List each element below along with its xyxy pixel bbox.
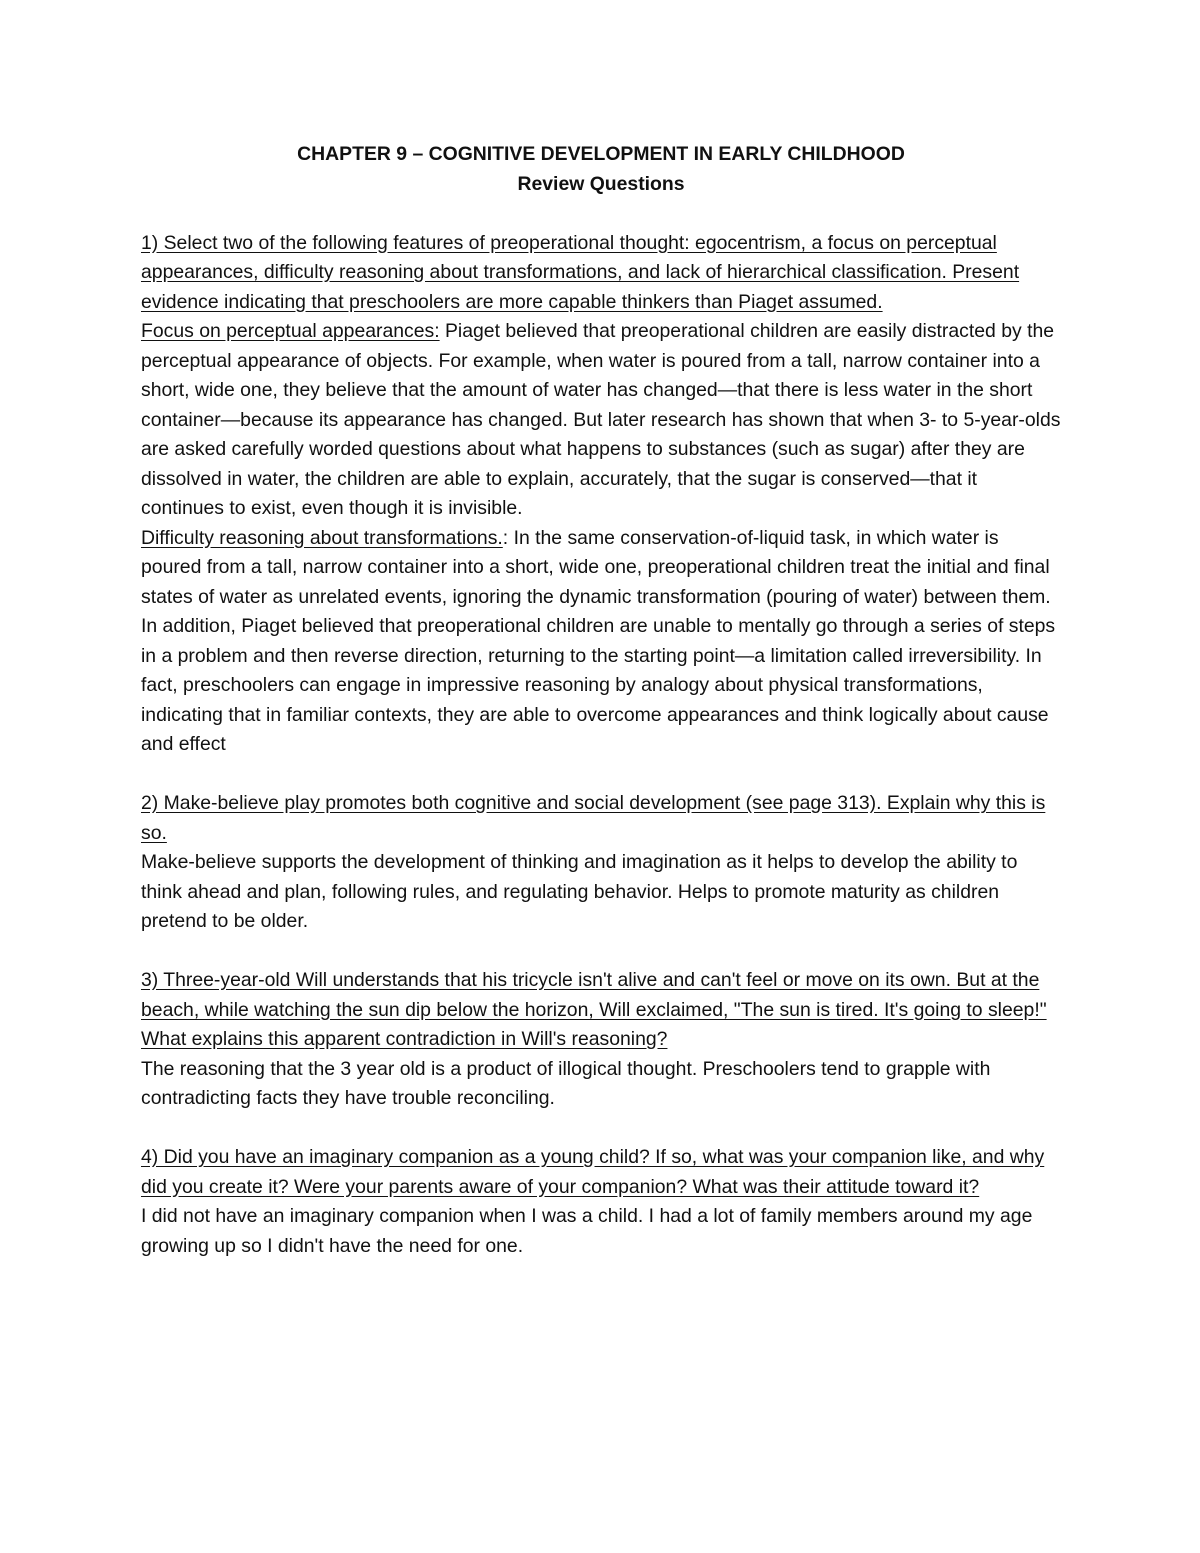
paragraph-gap xyxy=(141,1114,1061,1144)
answer-4: I did not have an imaginary companion when I was a child. I had a lot of family members around my age growing up so I didn't have the need for one. xyxy=(141,1205,1033,1257)
answer-1-part-1-text: Piaget believed that preoperational children are easily distracted by the perceptual appearance of objects. For example, when water is poured from a tall, narrow container into a short, wide one, they believe that the amount of water has changed—that there is less water in the short container—because its appearance has changed. But later research has shown that when 3- to 5-year-olds are asked carefully worded questions about what happens to substances (such as sugar) after they are dissolved in water, the children are able to explain, accurately, that the sugar is conserved—that it continues to exist, even though it is invisible. xyxy=(141,320,1061,519)
answer-1-part-2-label: Difficulty reasoning about transformations. xyxy=(141,526,503,549)
question-1: 1) Select two of the following features of preoperational thought: egocentrism, a focus on perceptual appearances, difficulty reasoning about transformations, and lack of hierarchical classification. Present evidence indicating that preschoolers are more capable thinkers than Piaget assumed. xyxy=(141,231,1020,313)
paragraph-gap xyxy=(141,760,1061,790)
answer-1-part-2-text: : In the same conservation-of-liquid task, in which water is poured from a tall, narrow container into a short, wide one, preoperational children treat the initial and final states of water as unrelated events, ignoring the dynamic transformation (pouring of water) between them. In addition, Piaget believed that preoperational children are unable to mentally go through a series of steps in a problem and then reverse direction, returning to the starting point—a limitation called irreversibility. In fact, preschoolers can engage in impressive reasoning by analogy about physical transformations, indicating that in familiar contexts, they are able to overcome appearances and think logically about cause and effect xyxy=(141,526,1056,755)
paragraph-gap xyxy=(141,937,1061,967)
answer-2: Make-believe supports the development of thinking and imagination as it helps to develop the ability to think ahead and plan, following rules, and regulating behavior. Helps to promote maturity as children pretend to be older. xyxy=(141,851,1018,932)
question-4: 4) Did you have an imaginary companion as a young child? If so, what was your companion like, and why did you create it? Were your parents aware of your companion? What was their attitude toward it? xyxy=(141,1146,1045,1198)
document-body xyxy=(141,140,1061,1261)
question-2: 2) Make-believe play promotes both cognitive and social development (see page 313). Explain why this is so. xyxy=(141,792,1046,844)
answer-3: The reasoning that the 3 year old is a product of illogical thought. Preschoolers tend to grapple with contradicting facts they have trouble reconciling. xyxy=(141,1057,991,1109)
page-title: CHAPTER 9 – COGNITIVE DEVELOPMENT IN EARLY CHILDHOOD xyxy=(297,143,905,165)
page-subtitle: Review Questions xyxy=(517,172,685,195)
question-3: 3) Three-year-old Will understands that his tricycle isn't alive and can't feel or move on its own. But at the beach, while watching the sun dip below the horizon, Will exclaimed, "The sun is tired. It's going to sleep!" What explains this apparent contradiction in Will's reasoning? xyxy=(141,969,1047,1050)
answer-1-part-2 xyxy=(141,524,1061,760)
answer-1-part-1-label: Focus on perceptual appearances: xyxy=(141,320,440,342)
answer-1-part-1 xyxy=(141,317,1061,524)
